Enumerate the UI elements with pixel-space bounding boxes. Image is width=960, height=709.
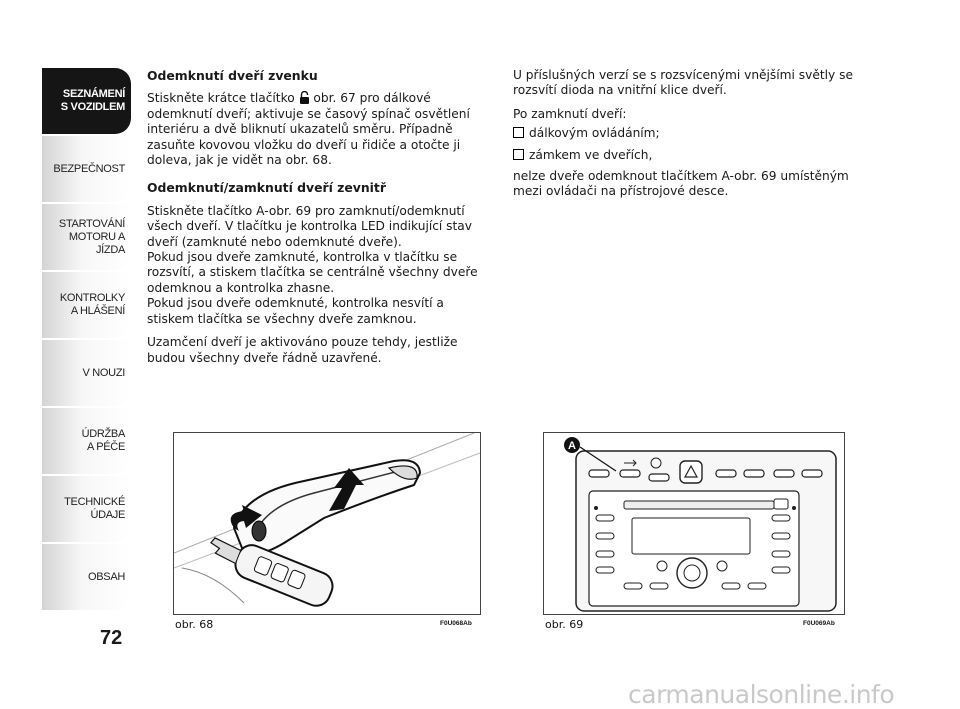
tab-seznameni[interactable]: SEZNÁMENÍ S VOZIDLEM [42,68,131,134]
door-handle-key-illustration [174,433,480,614]
figure-69-code: F0U069Ab [803,620,835,627]
paragraph-outside-unlock: Stiskněte krátce tlačítko obr. 67 pro dálkové odemknutí dveří; aktivuje se časový spínač osvětlení interiéru a dvě bliknutí ukazatelů směru. Případně zasuňte kovovou vložku do dveří u řidiče a otočte ji doleva, jak je vidět na obr. 68. [147,91,470,168]
heading-outside-unlock: Odemknutí dveří zvenku [147,68,318,83]
tab-technicke[interactable]: TECHNICKÉ ÚDAJE [42,476,131,542]
paragraph-after-lock: Po zamknutí dveří: [513,106,627,121]
chapter-tabs [42,68,131,612]
paragraph-cannot-unlock: nelze dveře odemknout tlačítkem A-obr. 69 umístěným mezi ovládači na přístrojové desce. [513,169,849,199]
figure-69 [543,432,845,615]
tab-v-nouzi[interactable]: V NOUZI [42,340,131,406]
tab-kontrolky[interactable]: KONTROLKY A HLÁŠENÍ [42,272,131,338]
heading-inside-lock: Odemknutí/zamknutí dveří zevnitř [147,180,386,196]
figure-68 [173,432,481,615]
figure-68-caption: obr. 68 [175,618,214,631]
paragraph-inside-lock-3: Pokud jsou dveře odemknuté, kontrolka nesvítí a stiskem tlačítka se všechny dveře zamknou. [147,296,444,326]
right-column [513,68,863,208]
list-item: zámkem ve dveřích, [513,148,863,163]
paragraph-inside-lock-1: Stiskněte tlačítko A-obr. 69 pro zamknutí/odemknutí všech dveří. V tlačítku je kontrolka LED indikující stav dveří (zamknuté nebo odemknuté dveře). [147,203,472,249]
paragraph-inside-lock-2: Pokud jsou dveře zamknuté, kontrolka v tlačítku se rozsvítí, a stiskem tlačítka se centrálně všechny dveře odemknou a kontrolka zhasne. [147,250,478,295]
left-column [147,68,482,374]
figure-69-caption: obr. 69 [545,618,584,631]
tab-udrzba[interactable]: ÚDRŽBA A PÉČE [42,408,131,474]
watermark: carmanualsonline.info [628,680,895,709]
paragraph-lock-condition: Uzamčení dveří je aktivováno pouze tehdy, jestliže budou všechny dveře řádně uzavřené. [147,335,458,365]
tab-startovani[interactable]: STARTOVÁNÍ MOTORU A JÍZDA [42,204,131,270]
tab-obsah[interactable]: OBSAH [42,544,131,610]
page-number: 72 [100,627,123,649]
figure-68-code: F0U068Ab [440,620,472,627]
dashboard-radio-illustration [544,433,844,614]
checkbox-bullet-icon [513,127,524,138]
marker-a-label: A [568,440,576,452]
tab-bezpecnost[interactable]: BEZPEČNOST [42,136,131,202]
list-item: dálkovým ovládáním; [513,126,863,141]
paragraph-led-info: U příslušných verzí se s rozsvícenými vnějšími světly se rozsvítí dioda na vnitřní klice dveří. [513,68,853,98]
unlock-icon [299,91,310,104]
checkbox-bullet-icon [513,149,524,160]
